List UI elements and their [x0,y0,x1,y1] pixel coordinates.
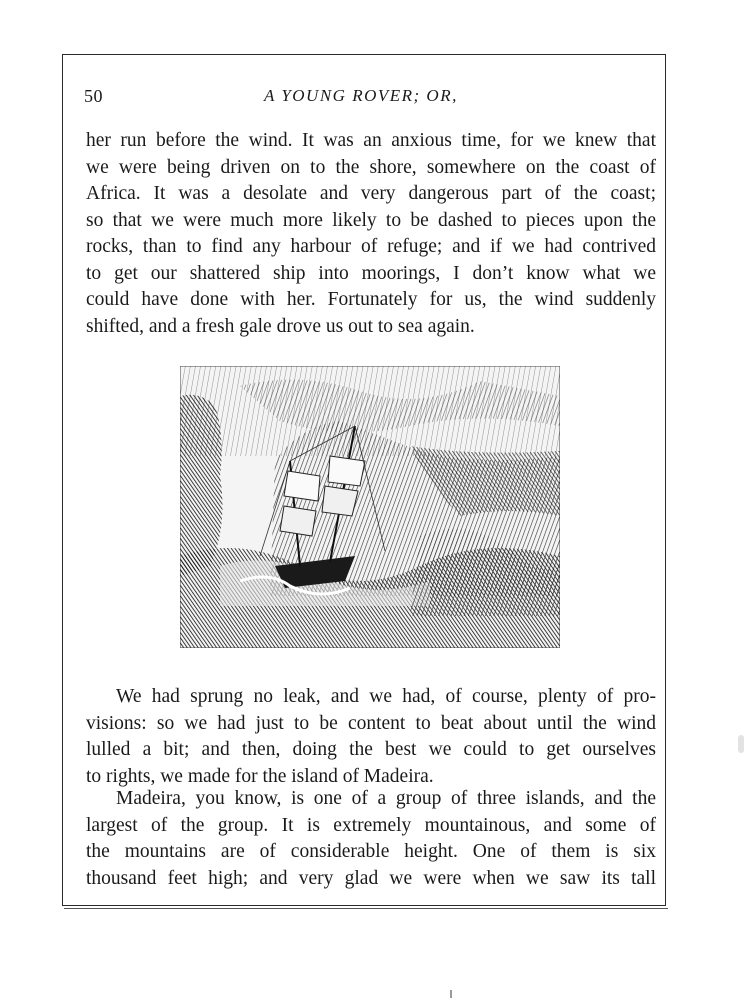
page-border-shadow [64,905,668,909]
paragraph-3 [86,786,656,892]
paragraph-2 [86,684,656,790]
page-number: 50 [84,86,103,106]
text-line: the mountains are of considerable height. One of them is six [86,841,656,862]
text-line: rocks, than to find any harbour of refuge; and if we had contrived [86,236,656,257]
text-line: We had sprung no leak, and we had, of course, plenty of pro- [116,686,656,707]
text-line: visions: so we had just to be content to beat about until the wind [86,712,656,734]
text-line: to rights, we made for the island of Madeira. [86,765,434,787]
running-head: A YOUNG ROVER; OR, [264,86,458,105]
text-line: Africa. It was a desolate and very dangerous part of the coast; [86,183,656,204]
text-line: largest of the group. It is extremely mountainous, and some of [86,814,656,836]
page-header [84,86,656,110]
scan-edge-mark [738,735,744,753]
paragraph-1 [86,128,656,340]
text-line: shifted, and a fresh gale drove us out to sea again. [86,315,475,337]
text-line: we were being driven on to the shore, somewhere on the coast of [86,156,656,178]
scan-bottom-mark [450,990,452,998]
text-line: could have done with her. Fortunately for us, the wind suddenly [86,289,656,310]
text-line: lulled a bit; and then, doing the best we could to get ourselves [86,739,656,760]
text-line: thousand feet high; and very glad we were when we saw its tall [86,867,656,889]
text-line: Madeira, you know, is one of a group of three islands, and the [116,788,656,809]
text-line: to get our shattered ship into moorings, I don’t know what we [86,262,656,284]
text-line: her run before the wind. It was an anxious time, for we knew that [86,130,656,151]
text-line: so that we were much more likely to be dashed to pieces upon the [86,209,656,231]
ship-in-storm-illustration [180,366,560,648]
